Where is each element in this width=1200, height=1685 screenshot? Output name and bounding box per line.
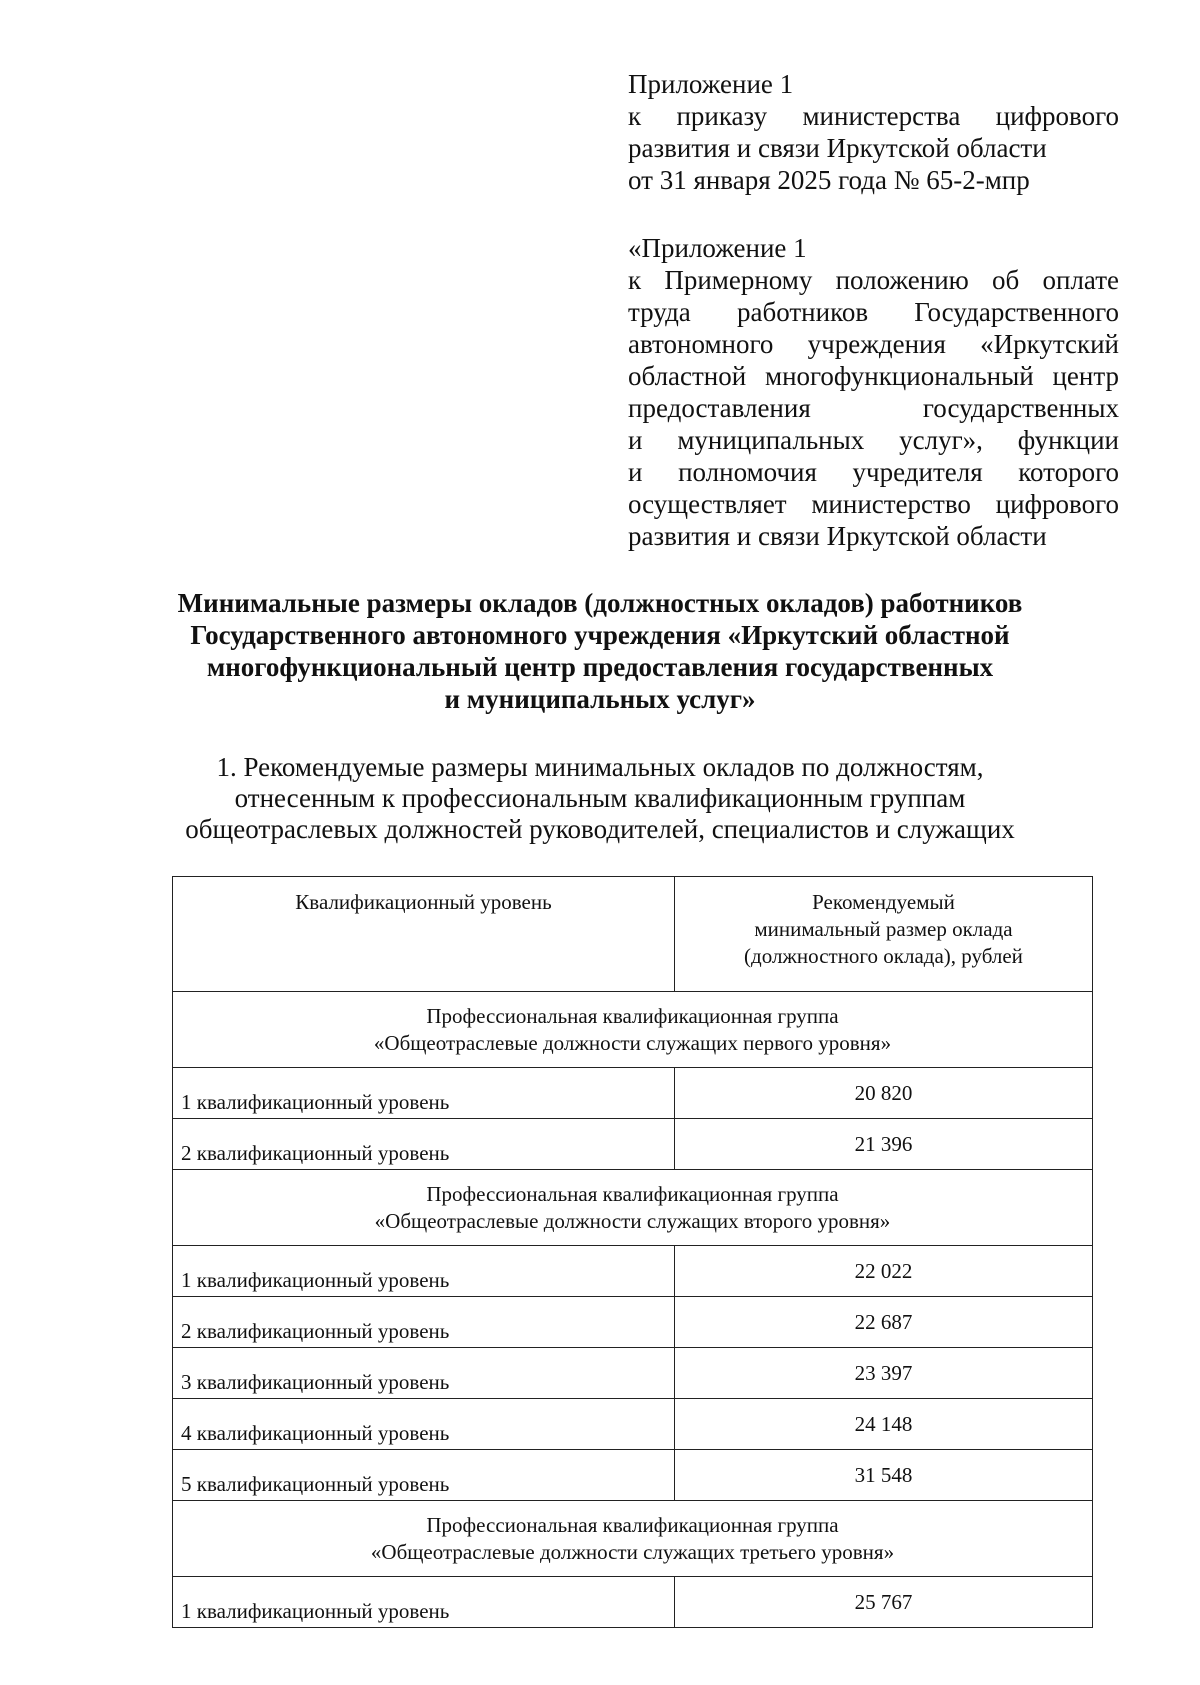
group-row (173, 1170, 1093, 1246)
group-title (173, 1170, 1093, 1246)
annex-text-line: предоставления государственных (628, 393, 1119, 423)
annex-text-line: к Примерному положению об оплате (628, 265, 1119, 295)
table-row (173, 1068, 1093, 1119)
salary-cell: 25 767 (675, 1577, 1093, 1628)
annex-title: Приложение 1 (628, 69, 794, 99)
level-cell: 5 квалификационный уровень (173, 1450, 675, 1501)
section-title-line: 1. Рекомендуемые размеры минимальных окладов по должностям, (216, 752, 984, 782)
level-cell: 1 квалификационный уровень (173, 1577, 675, 1628)
order-annex-reference (628, 68, 1119, 196)
document-title-line: и муниципальных услуг» (444, 684, 756, 714)
table-row (173, 1450, 1093, 1501)
header-recommended-salary (675, 877, 1093, 992)
annex-text-line: автономного учреждения «Иркутский (628, 329, 1119, 359)
annex-text-line: развития и связи Иркутской области (628, 521, 1047, 551)
salary-cell: 21 396 (675, 1119, 1093, 1170)
annex-text-line: и муниципальных услуг», функции (628, 425, 1119, 455)
header-salary-line: (должностного оклада), рублей (744, 944, 1023, 968)
salary-cell: 22 687 (675, 1297, 1093, 1348)
group-title-line: «Общеотраслевые должности служащих первого уровня» (373, 1030, 892, 1055)
group-row (173, 992, 1093, 1068)
group-title-line: «Общеотраслевые должности служащих второго уровня» (374, 1208, 891, 1233)
level-cell: 2 квалификационный уровень (173, 1119, 675, 1170)
annex-text-line: осуществляет министерство цифрового (628, 489, 1119, 519)
salary-cell: 22 022 (675, 1246, 1093, 1297)
level-cell: 1 квалификационный уровень (173, 1246, 675, 1297)
section-title-line: общеотраслевых должностей руководителей, специалистов и служащих (185, 814, 1015, 844)
document-title (150, 587, 1050, 715)
table-header-row (173, 877, 1093, 992)
group-title-line: Профессиональная квалификационная группа (426, 1512, 839, 1537)
level-cell: 4 квалификационный уровень (173, 1399, 675, 1450)
level-cell: 2 квалификационный уровень (173, 1297, 675, 1348)
regulation-annex-reference (628, 232, 1119, 552)
table-row (173, 1246, 1093, 1297)
table-row (173, 1399, 1093, 1450)
level-cell: 3 квалификационный уровень (173, 1348, 675, 1399)
group-title-line: «Общеотраслевые должности служащих третьего уровня» (370, 1539, 895, 1564)
table-row (173, 1119, 1093, 1170)
annex-title: «Приложение 1 (628, 233, 807, 263)
table-row (173, 1577, 1093, 1628)
salary-table (172, 876, 1093, 1628)
group-title (173, 1501, 1093, 1577)
salary-cell: 24 148 (675, 1399, 1093, 1450)
document-title-line: Государственного автономного учреждения «Иркутский областной (190, 620, 1010, 650)
table-row (173, 1348, 1093, 1399)
annex-ministry-line: развития и связи Иркутской области (628, 133, 1047, 163)
salary-cell: 20 820 (675, 1068, 1093, 1119)
annex-text-line: труда работников Государственного (628, 297, 1119, 327)
salary-cell: 23 397 (675, 1348, 1093, 1399)
salary-cell: 31 548 (675, 1450, 1093, 1501)
annex-order-line: к приказу министерства цифрового (628, 101, 1119, 131)
table-row (173, 1297, 1093, 1348)
annex-date-line: от 31 января 2025 года № 65-2-мпр (628, 165, 1030, 195)
header-salary-line: минимальный размер оклада (754, 917, 1013, 941)
group-title-line: Профессиональная квалификационная группа (426, 1181, 839, 1206)
document-title-line: многофункциональный центр предоставления государственных (206, 652, 994, 682)
document-title-line: Минимальные размеры окладов (должностных окладов) работников (177, 588, 1023, 618)
level-cell: 1 квалификационный уровень (173, 1068, 675, 1119)
header-qualification-level: Квалификационный уровень (173, 877, 675, 992)
group-title-line: Профессиональная квалификационная группа (426, 1003, 839, 1028)
annex-text-line: областной многофункциональный центр (628, 361, 1119, 391)
annex-text-line: и полномочия учредителя которого (628, 457, 1119, 487)
section-title-line: отнесенным к профессиональным квалификационным группам (234, 783, 966, 813)
group-row (173, 1501, 1093, 1577)
group-title (173, 992, 1093, 1068)
section-title (150, 752, 1050, 845)
header-salary-line: Рекомендуемый (812, 890, 955, 914)
